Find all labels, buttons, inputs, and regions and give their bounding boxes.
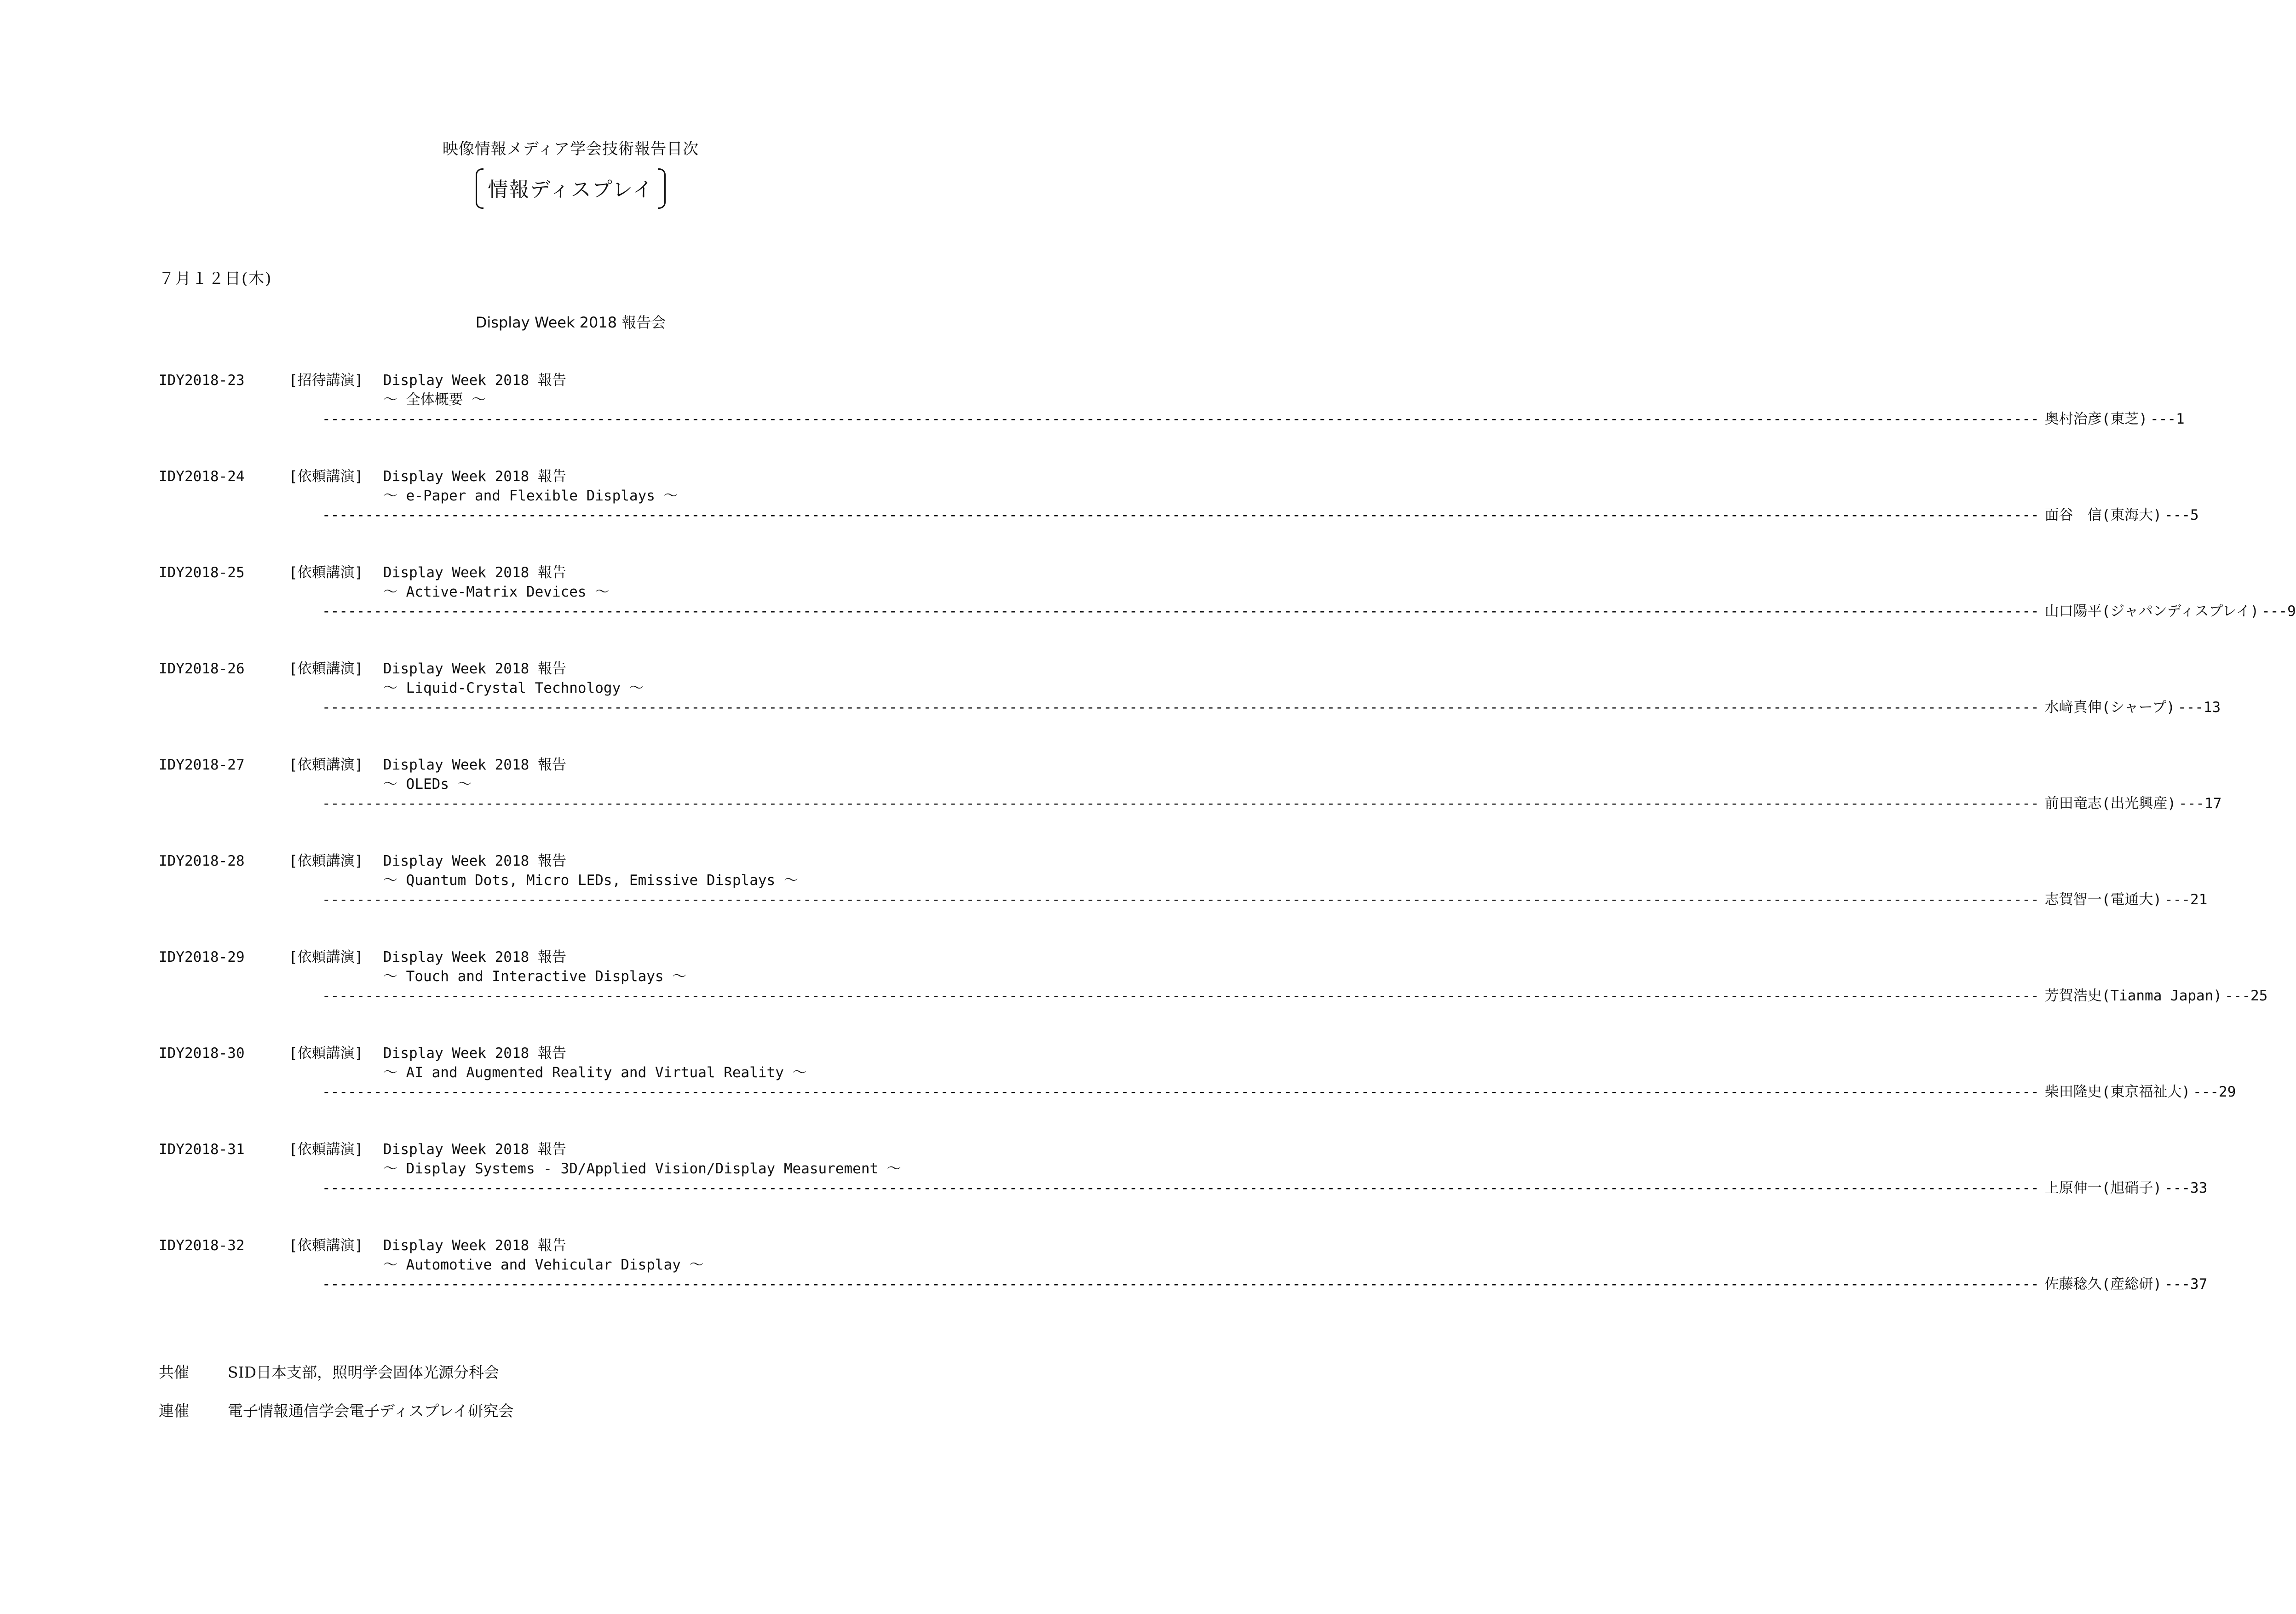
entry-subtitle: ～ 全体概要 ～ (383, 391, 486, 408)
entry-author: 水﨑真伸(シャープ) (2044, 699, 2175, 716)
entry-trailing-dashes: --- (2179, 795, 2205, 812)
entry-title: Display Week 2018 報告 (383, 853, 566, 869)
contents-list (159, 371, 2296, 1332)
entry-subtitle: ～ Automotive and Vehicular Display ～ (383, 1257, 704, 1273)
entry-talk-type: [依頼講演] (289, 1237, 363, 1254)
entry-page-number: 17 (2204, 795, 2222, 812)
entry-subtitle: ～ e-Paper and Flexible Displays ～ (383, 488, 678, 504)
entry-trailing-dashes: --- (2193, 1084, 2219, 1100)
entry-page-number: 9 (2287, 603, 2296, 620)
entry-trailing-dashes: --- (2261, 603, 2288, 620)
entry-page-number: 13 (2203, 699, 2221, 716)
entry-subtitle: ～ AI and Augmented Reality and Virtual Reality ～ (383, 1064, 807, 1081)
entry-page-number: 29 (2219, 1084, 2236, 1100)
entry-author: 佐藤稔久(産総研) (2044, 1276, 2162, 1292)
entry-page-number: 1 (2176, 411, 2185, 427)
entry-trailing-dashes: --- (2164, 891, 2191, 908)
entry-leader-row (322, 409, 2185, 429)
document-subject (0, 171, 1141, 204)
entry-talk-type: [依頼講演] (289, 1045, 363, 1062)
entry-trailing-dashes: --- (2164, 1276, 2191, 1292)
cosponsor-line (159, 1361, 499, 1382)
cosponsor-value: SID日本支部，照明学会固体光源分科会 (228, 1363, 500, 1381)
entry-code: IDY2018-28 (159, 853, 245, 869)
entry-code: IDY2018-31 (159, 1141, 245, 1158)
contents-entry (159, 659, 2221, 755)
entry-trailing-dashes: --- (2225, 988, 2251, 1004)
contents-entry (159, 371, 2185, 467)
entry-dash-leader: -------------------------------------------------------------------------------------------------------------------------------------------------------------------------------------------------------- (322, 1084, 2039, 1100)
entry-dash-leader: -------------------------------------------------------------------------------------------------------------------------------------------------------------------------------------------------------- (322, 795, 2039, 812)
entry-talk-type: [依頼講演] (289, 1141, 363, 1158)
entry-code: IDY2018-23 (159, 372, 245, 389)
cosponsor-label: 共催 (159, 1363, 189, 1381)
contents-entry (159, 948, 2268, 1044)
entry-author: 面谷 信(東海大) (2044, 507, 2162, 523)
entry-page-number: 33 (2190, 1180, 2208, 1196)
contents-entry (159, 1236, 2208, 1332)
entry-talk-type: [依頼講演] (289, 468, 363, 485)
entry-talk-type: [招待講演] (289, 372, 363, 389)
entry-author: 上原伸一(旭硝子) (2044, 1180, 2162, 1196)
entry-code: IDY2018-29 (159, 949, 245, 965)
entry-talk-type: [依頼講演] (289, 661, 363, 677)
session-title: Display Week 2018 報告会 (475, 314, 666, 331)
entry-title: Display Week 2018 報告 (383, 1141, 566, 1158)
joint-sponsor-value: 電子情報通信学会電子ディスプレイ研究会 (228, 1402, 514, 1420)
entry-code: IDY2018-32 (159, 1237, 245, 1254)
entry-subtitle: ～ OLEDs ～ (383, 776, 472, 793)
entry-leader-row (322, 698, 2221, 717)
entry-leader-row (322, 1275, 2208, 1294)
entry-page-number: 25 (2250, 988, 2268, 1004)
entry-leader-row (322, 1178, 2208, 1198)
entry-subtitle: ～ Liquid-Crystal Technology ～ (383, 680, 644, 696)
entry-trailing-dashes: --- (2164, 507, 2191, 523)
entry-leader-row (322, 505, 2199, 525)
entry-dash-leader: -------------------------------------------------------------------------------------------------------------------------------------------------------------------------------------------------------- (322, 1180, 2039, 1196)
document-heading: 映像情報メディア学会技術報告目次 (442, 140, 699, 158)
entry-talk-type: [依頼講演] (289, 949, 363, 965)
entry-page-number: 21 (2190, 891, 2208, 908)
entry-title: Display Week 2018 報告 (383, 757, 566, 773)
entry-dash-leader: -------------------------------------------------------------------------------------------------------------------------------------------------------------------------------------------------------- (322, 988, 2039, 1004)
entry-subtitle: ～ Quantum Dots, Micro LEDs, Emissive Displays ～ (383, 872, 798, 889)
entry-author: 前田竜志(出光興産) (2044, 795, 2176, 812)
entry-talk-type: [依頼講演] (289, 564, 363, 581)
contents-entry (159, 851, 2208, 948)
entry-title: Display Week 2018 報告 (383, 661, 566, 677)
entry-dash-leader: -------------------------------------------------------------------------------------------------------------------------------------------------------------------------------------------------------- (322, 411, 2039, 427)
joint-sponsor-line (159, 1399, 513, 1421)
contents-entry (159, 563, 2296, 659)
session-date: ７月１２日(木) (159, 270, 272, 288)
entry-subtitle: ～ Active-Matrix Devices ～ (383, 584, 610, 600)
contents-entry (159, 1140, 2208, 1236)
entry-title: Display Week 2018 報告 (383, 1237, 566, 1254)
entry-page-number: 37 (2190, 1276, 2208, 1292)
entry-author: 奥村治彦(東芝) (2044, 411, 2148, 427)
subject-bracketed-title: 情報ディスプレイ (476, 171, 666, 204)
entry-leader-row (322, 602, 2296, 621)
entry-title: Display Week 2018 報告 (383, 1045, 566, 1062)
entry-leader-row (322, 986, 2268, 1005)
entry-dash-leader: -------------------------------------------------------------------------------------------------------------------------------------------------------------------------------------------------------- (322, 603, 2039, 620)
entry-title: Display Week 2018 報告 (383, 372, 566, 389)
entry-trailing-dashes: --- (2177, 699, 2204, 716)
entry-code: IDY2018-25 (159, 564, 245, 581)
entry-author: 志賀智一(電通大) (2044, 891, 2162, 908)
entry-trailing-dashes: --- (2150, 411, 2176, 427)
joint-sponsor-label: 連催 (159, 1402, 189, 1420)
entry-title: Display Week 2018 報告 (383, 564, 566, 581)
contents-entry (159, 1044, 2236, 1140)
entry-code: IDY2018-24 (159, 468, 245, 485)
entry-code: IDY2018-30 (159, 1045, 245, 1062)
entry-author: 芳賀浩史(Tianma Japan) (2044, 988, 2222, 1004)
entry-talk-type: [依頼講演] (289, 757, 363, 773)
entry-leader-row (322, 794, 2222, 813)
entry-subtitle: ～ Touch and Interactive Displays ～ (383, 968, 687, 985)
entry-dash-leader: -------------------------------------------------------------------------------------------------------------------------------------------------------------------------------------------------------- (322, 507, 2039, 523)
entry-page-number: 5 (2190, 507, 2199, 523)
entry-code: IDY2018-26 (159, 661, 245, 677)
contents-entry (159, 467, 2199, 563)
entry-code: IDY2018-27 (159, 757, 245, 773)
entry-author: 山口陽平(ジャパンディスプレイ) (2044, 603, 2259, 620)
contents-entry (159, 755, 2222, 851)
entry-talk-type: [依頼講演] (289, 853, 363, 869)
entry-trailing-dashes: --- (2164, 1180, 2191, 1196)
entry-dash-leader: -------------------------------------------------------------------------------------------------------------------------------------------------------------------------------------------------------- (322, 891, 2039, 908)
entry-leader-row (322, 890, 2208, 909)
entry-title: Display Week 2018 報告 (383, 949, 566, 965)
entry-subtitle: ～ Display Systems - 3D/Applied Vision/Display Measurement ～ (383, 1160, 901, 1177)
entry-dash-leader: -------------------------------------------------------------------------------------------------------------------------------------------------------------------------------------------------------- (322, 699, 2039, 716)
entry-author: 柴田隆史(東京福祉大) (2044, 1084, 2191, 1100)
entry-dash-leader: -------------------------------------------------------------------------------------------------------------------------------------------------------------------------------------------------------- (322, 1276, 2039, 1292)
entry-leader-row (322, 1082, 2236, 1102)
entry-title: Display Week 2018 報告 (383, 468, 566, 485)
